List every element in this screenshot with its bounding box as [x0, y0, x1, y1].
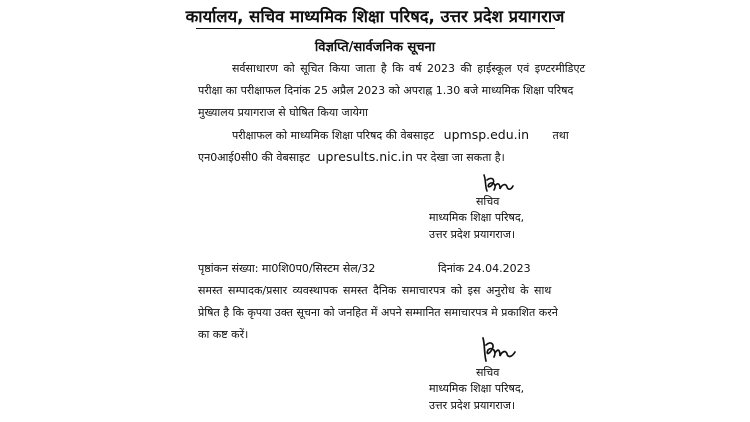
website-url-upmsp: upmsp.edu.in — [443, 127, 530, 142]
endorsement-line3: का कष्ट करें। — [198, 328, 249, 341]
para2-line1 — [232, 128, 569, 143]
sig1-designation: सचिव — [476, 195, 500, 208]
endorsement-line2: प्रेषित है कि कृपया उक्त सूचना को जनहित में अपने सम्मानित समाचारपत्र मे प्रकाशित करने — [198, 306, 558, 319]
para1-line2: परीक्षा का परीक्षाफल दिनांक 25 अप्रैल 2023 को अपराह्न 1.30 बजे माध्यमिक शिक्षा परिषद — [198, 84, 574, 97]
endorsement-date: दिनांक 24.04.2023 — [438, 262, 531, 275]
office-title: कार्यालय, सचिव माध्यमिक शिक्षा परिषद, उत्तर प्रदेश प्रयागराज — [185, 7, 565, 26]
signature-1 — [480, 172, 516, 196]
para2-text-d: पर देखा जा सकता है। — [416, 151, 505, 164]
sig1-place: उत्तर प्रदेश प्रयागराज। — [429, 228, 516, 241]
para2-text-c: एन0आई0सी0 की वेबसाइट — [198, 151, 311, 164]
title-underline — [196, 28, 555, 29]
sig2-designation: सचिव — [476, 366, 500, 379]
para2-text-b: तथा — [552, 129, 569, 142]
sig2-office: माध्यमिक शिक्षा परिषद, — [429, 382, 525, 395]
para1-line1: सर्वसाधारण को सूचित किया जाता है कि वर्ष 2023 की हाईस्कूल एवं इण्टरमीडिएट — [232, 62, 586, 75]
para1-line3: मुख्यालय प्रयागराज से घोषित किया जायेगा — [198, 106, 368, 119]
sig1-office: माध्यमिक शिक्षा परिषद, — [429, 211, 525, 224]
para2-line2 — [198, 150, 505, 165]
notice-type: विज्ञप्ति/सार्वजनिक सूचना — [314, 40, 436, 55]
endorsement-ref-no: पृष्ठांकन संख्या: मा0शि0प0/सिस्टम सेल/32 — [198, 262, 376, 275]
signature-2 — [478, 336, 518, 366]
para2-text-a: परीक्षाफल को माध्यमिक शिक्षा परिषद की वेबसाइट — [232, 129, 435, 142]
endorsement-line1: समस्त सम्पादक/प्रसार व्यवस्थापक समस्त दैनिक समाचारपत्र को इस अनुरोध के साथ — [198, 284, 552, 297]
website-url-nic: upresults.nic.in — [317, 149, 413, 164]
sig2-place: उत्तर प्रदेश प्रयागराज। — [429, 399, 516, 412]
